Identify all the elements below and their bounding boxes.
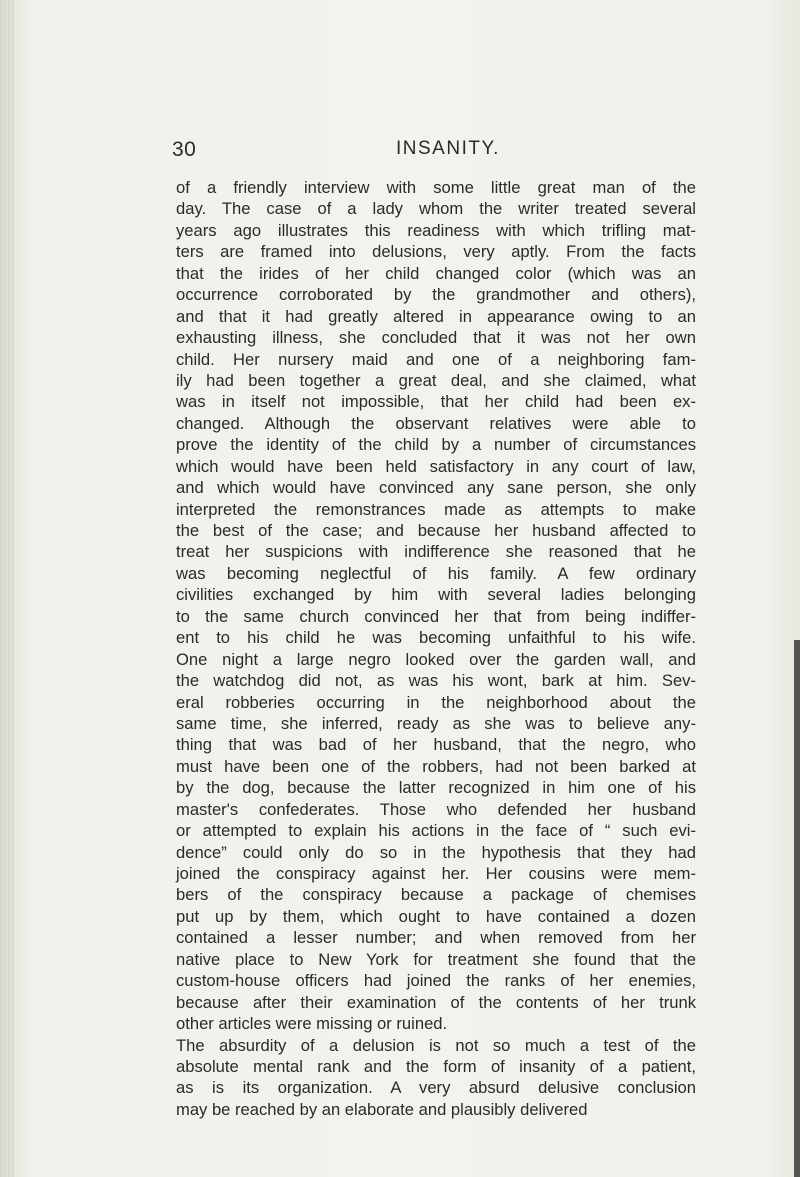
text-line: custom-house officers had joined the ranks of her enemies, — [176, 971, 696, 991]
text-line: absolute mental rank and the form of insanity of a patient, — [176, 1056, 696, 1076]
text-line: One night a large negro looked over the garden wall, and — [176, 649, 696, 669]
text-line: was becoming neglectful of his family. A few ordinary — [176, 563, 696, 583]
text-line: master's confederates. Those who defended her husband — [176, 799, 696, 819]
text-line: day. The case of a lady whom the writer treated several — [176, 199, 696, 219]
page-number: 30 — [172, 138, 197, 161]
text-line: dence” could only do so in the hypothesis that they had — [176, 842, 696, 862]
text-line: or attempted to explain his actions in the face of “ such evi- — [176, 821, 696, 841]
text-line: civilities exchanged by him with several ladies belonging — [176, 585, 696, 605]
text-line: because after their examination of the contents of her trunk — [176, 992, 696, 1012]
text-line: child. Her nursery maid and one of a neighboring fam- — [176, 349, 696, 369]
text-line: eral robberies occurring in the neighborhood about the — [176, 692, 696, 712]
text-line: ent to his child he was becoming unfaithful to his wife. — [176, 628, 696, 648]
text-line: The absurdity of a delusion is not so much a test of the — [176, 1035, 696, 1055]
text-line: and which would have convinced any sane person, she only — [176, 478, 696, 498]
text-line: bers of the conspiracy because a package of chemises — [176, 885, 696, 905]
text-line: must have been one of the robbers, had not been barked at — [176, 756, 696, 776]
running-head: INSANITY. — [396, 138, 500, 159]
text-line: as is its organization. A very absurd delusive conclusion — [176, 1078, 696, 1098]
text-line: the best of the case; and because her husband affected to — [176, 521, 696, 540]
text-line: put up by them, which ought to have contained a dozen — [176, 906, 696, 926]
text-line: same time, she inferred, ready as she was to believe any- — [176, 713, 696, 733]
text-line: other articles were missing or ruined. — [176, 1014, 448, 1034]
text-line: native place to New York for treatment she found that the — [176, 949, 696, 969]
body-text — [176, 177, 696, 1120]
text-line: prove the identity of the child by a number of circumstances — [176, 435, 696, 455]
text-line: treat her suspicions with indifference she reasoned that he — [176, 542, 696, 562]
text-line: of a friendly interview with some little great man of the — [176, 178, 696, 197]
text-line: and that it had greatly altered in appearance owing to an — [176, 306, 696, 326]
text-line: thing that was bad of her husband, that the negro, who — [176, 735, 696, 755]
text-line: occurrence corroborated by the grandmother and others), — [176, 285, 696, 305]
text-line: changed. Although the observant relatives were able to — [176, 413, 696, 433]
text-line: years ago illustrates this readiness with which trifling mat- — [176, 220, 696, 240]
text-line: interpreted the remonstrances made as attempts to make — [176, 499, 696, 519]
text-line: the watchdog did not, as was his wont, bark at him. Sev- — [176, 671, 696, 691]
text-line: ters are framed into delusions, very aptly. From the facts — [176, 242, 696, 262]
text-line: contained a lesser number; and when removed from her — [176, 928, 696, 948]
page-gutter-shadow — [0, 0, 14, 1177]
scan-edge-mark — [794, 640, 800, 1177]
text-line: ily had been together a great deal, and she claimed, what — [176, 370, 696, 390]
text-line: that the irides of her child changed color (which was an — [176, 263, 696, 283]
text-line: by the dog, because the latter recognized in him one of his — [176, 778, 696, 798]
text-line: exhausting illness, she concluded that it was not her own — [176, 328, 696, 348]
text-line: which would have been held satisfactory in any court of law, — [176, 456, 696, 476]
text-line: was in itself not impossible, that her child had been ex- — [176, 392, 696, 412]
page-header — [172, 138, 672, 168]
text-line: to the same church convinced her that from being indiffer- — [176, 606, 696, 626]
text-line: may be reached by an elaborate and plausibly delivered — [176, 1099, 588, 1119]
text-line: joined the conspiracy against her. Her cousins were mem- — [176, 864, 696, 883]
